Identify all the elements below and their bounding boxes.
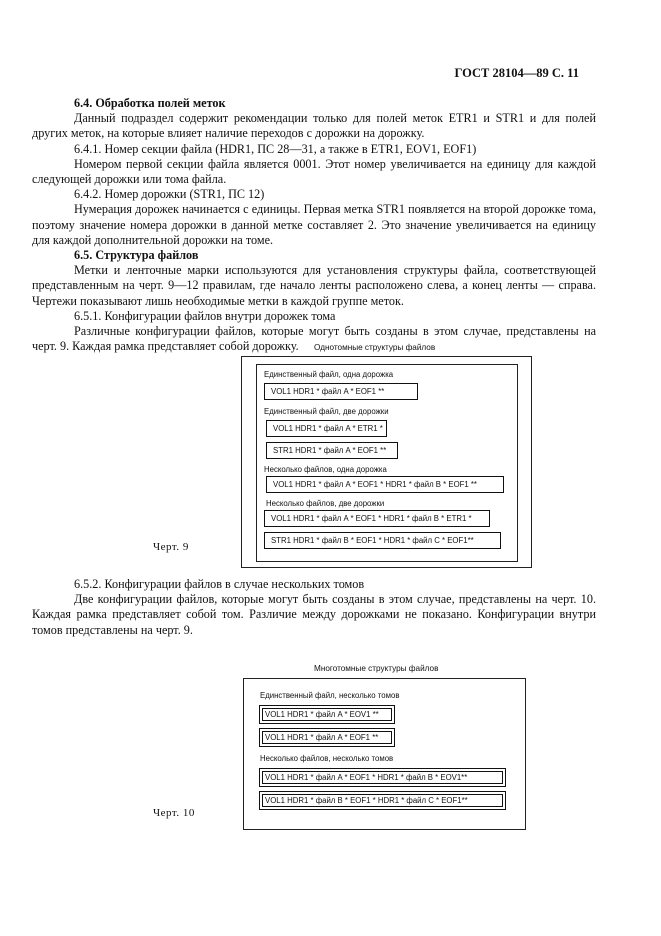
- text-block-middle: [32, 577, 596, 638]
- group-label: Единственный файл, одна дорожка: [264, 370, 394, 379]
- group-label: Несколько файлов, две дорожки: [266, 499, 385, 508]
- figure-9-caption: Черт. 9: [153, 541, 189, 553]
- figure-9-frame: [241, 356, 532, 568]
- volume-box: VOL1 HDR1 * файл A * EOF1 **: [259, 728, 395, 747]
- paragraph: Номером первой секции файла является 0001. Этот номер увеличивается на единицу для каждой следующей дорожки или тома файла.: [32, 156, 596, 187]
- paragraph: 6.4.2. Номер дорожки (STR1, ПС 12): [74, 187, 265, 202]
- section-heading-6-5: 6.5. Структура файлов: [74, 248, 199, 263]
- figure-9-title: Однотомные структуры файлов: [314, 343, 436, 352]
- paragraph: Две конфигурации файлов, которые могут быть созданы в этом случае, представлены на черт. 10. Каждая рамка представляет собой том. Различие между дорожками не показано. Конфигурации внутри томов представлены на черт. 9.: [32, 592, 596, 637]
- figure-9-inner-frame: [256, 364, 518, 562]
- figure-10-title: Многотомные структуры файлов: [314, 664, 439, 673]
- track-box: VOL1 HDR1 * файл A * EOF1 * HDR1 * файл B * ETR1 *: [264, 510, 490, 527]
- figure-10-frame: [243, 678, 526, 830]
- paragraph: Различные конфигурации файлов, которые могут быть созданы в этом случае, представлены на черт. 9. Каждая рамка представляет собой дорожку.: [32, 324, 596, 354]
- track-box: STR1 HDR1 * файл B * EOF1 * HDR1 * файл C * EOF1**: [264, 532, 501, 549]
- volume-box: VOL1 HDR1 * файл A * EOV1 **: [259, 705, 395, 724]
- group-label: Единственный файл, несколько томов: [260, 691, 400, 700]
- paragraph: 6.5.2. Конфигурации файлов в случае нескольких томов: [74, 577, 365, 591]
- track-box: VOL1 HDR1 * файл A * EOF1 * HDR1 * файл B * EOF1 **: [266, 476, 504, 493]
- paragraph: Нумерация дорожек начинается с единицы. Первая метка STR1 появляется на второй дорожке тома, поэтому значение номера дорожки в данной метке составляет 2. Это значение увеличивается на единицу для каждой дополнительной дорожки на томе.: [32, 202, 596, 247]
- track-box: VOL1 HDR1 * файл A * ETR1 *: [266, 420, 387, 437]
- paragraph: 6.4.1. Номер секции файла (HDR1, ПС 28—31, а также в ETR1, EOV1, EOF1): [74, 141, 477, 156]
- volume-box: VOL1 HDR1 * файл A * EOF1 * HDR1 * файл B * EOV1**: [259, 768, 506, 787]
- track-box: VOL1 HDR1 * файл A * EOF1 **: [264, 383, 418, 400]
- group-label: Несколько файлов, несколько томов: [260, 754, 394, 763]
- paragraph: Данный подраздел содержит рекомендации только для полей меток ETR1 и STR1 и для полей других меток, на которые влияет наличие переходов с дорожки на дорожку.: [32, 111, 596, 141]
- paragraph: Метки и ленточные марки используются для установления структуры файла, соответствующей представленным на черт. 9—12 правилам, где начало ленты расположено слева, а конец ленты — справа. Чертежи показывают лишь необходимые метки в каждой группе меток.: [32, 263, 596, 308]
- text-block-top: [32, 96, 596, 354]
- paragraph: 6.5.1. Конфигурации файлов внутри дорожек тома: [74, 308, 336, 323]
- group-label: Несколько файлов, одна дорожка: [264, 465, 387, 474]
- section-heading-6-4: 6.4. Обработка полей меток: [74, 96, 226, 110]
- group-label: Единственный файл, две дорожки: [264, 407, 389, 416]
- figure-10-caption: Черт. 10: [153, 807, 195, 819]
- page-header: ГОСТ 28104—89 С. 11: [454, 66, 579, 80]
- volume-box: VOL1 HDR1 * файл B * EOF1 * HDR1 * файл C * EOF1**: [259, 791, 506, 810]
- track-box: STR1 HDR1 * файл A * EOF1 **: [266, 442, 398, 459]
